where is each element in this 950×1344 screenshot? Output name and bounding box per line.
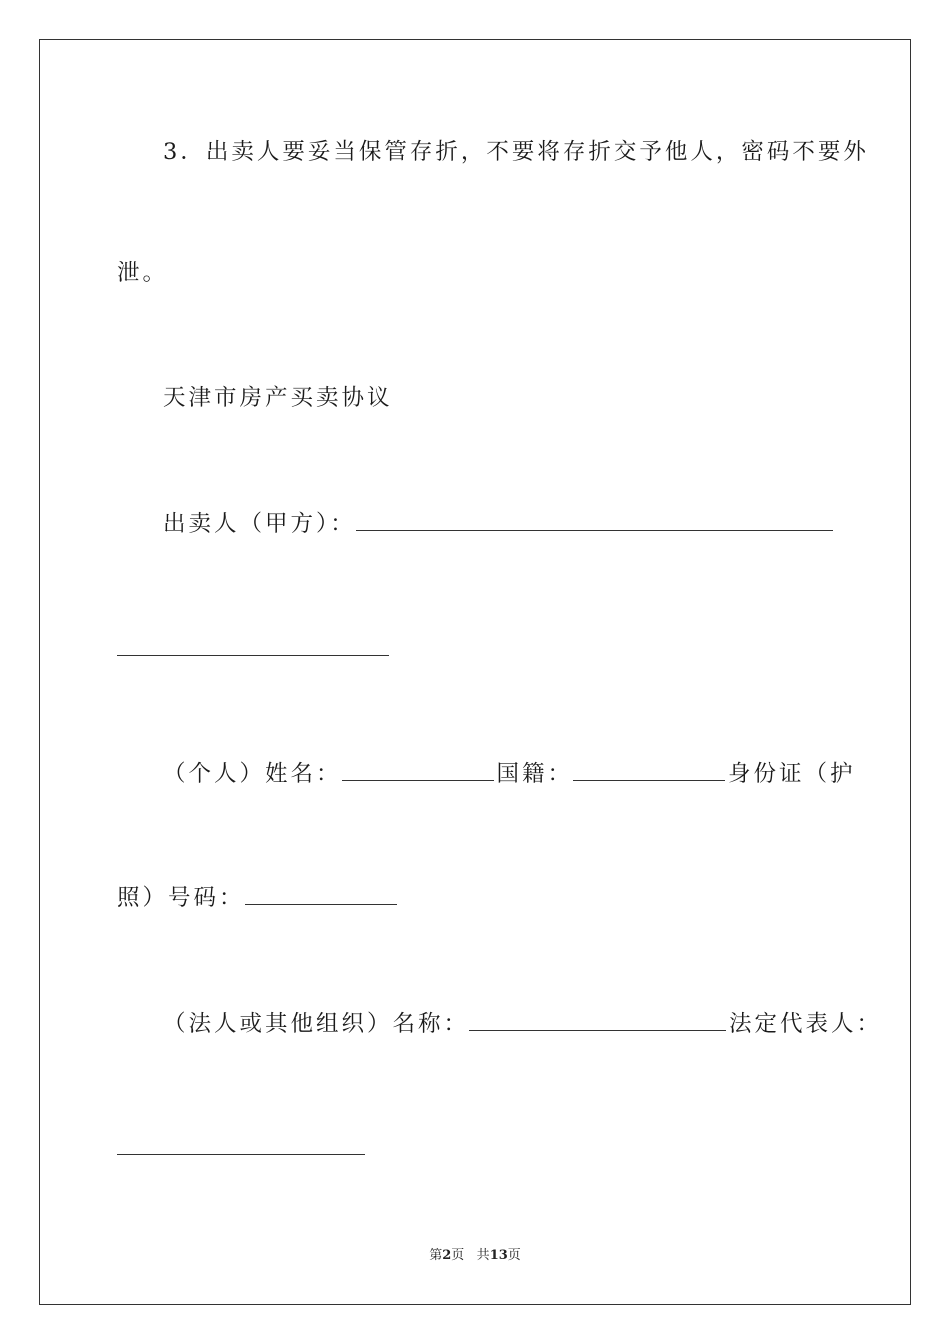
nationality-label: 国籍：	[496, 761, 574, 787]
page-suffix: 页	[451, 1248, 465, 1263]
seller-blank-continued[interactable]	[117, 633, 389, 656]
seller-label: 出卖人（甲方）：	[163, 511, 356, 537]
nationality-blank[interactable]	[573, 758, 725, 781]
id-number-line	[117, 882, 400, 913]
total-prefix: 共	[476, 1248, 490, 1263]
id-number-blank[interactable]	[245, 882, 397, 905]
paragraph-line	[163, 137, 869, 167]
legal-rep-line	[117, 1132, 368, 1163]
organization-line	[163, 1008, 882, 1039]
page-border	[39, 39, 911, 1305]
org-name-label: （法人或其他组织）名称：	[163, 1011, 470, 1037]
legal-rep-label: 法定代表人：	[729, 1011, 883, 1037]
paragraph-text: 泄。	[117, 260, 169, 286]
id-label-continued: 照）号码：	[117, 885, 245, 911]
person-name-label: （个人）姓名：	[163, 761, 342, 787]
page-footer	[0, 1244, 950, 1263]
org-name-blank[interactable]	[469, 1008, 726, 1031]
paragraph-text: 3．出卖人要妥当保管存折，不要将存折交予他人，密码不要外	[163, 139, 869, 165]
seller-line	[163, 508, 836, 539]
page-total: 13	[489, 1248, 508, 1263]
page-current: 2	[442, 1248, 452, 1263]
person-info-line	[163, 758, 856, 789]
total-suffix: 页	[507, 1248, 521, 1263]
person-name-blank[interactable]	[342, 758, 494, 781]
paragraph-line	[117, 258, 168, 288]
seller-continuation-line	[117, 633, 392, 664]
id-label: 身份证（护	[728, 761, 856, 787]
legal-rep-blank[interactable]	[117, 1132, 365, 1155]
document-title	[163, 383, 393, 413]
title-text: 天津市房产买卖协议	[163, 385, 393, 411]
seller-blank[interactable]	[356, 508, 833, 531]
page-prefix: 第	[429, 1248, 443, 1263]
